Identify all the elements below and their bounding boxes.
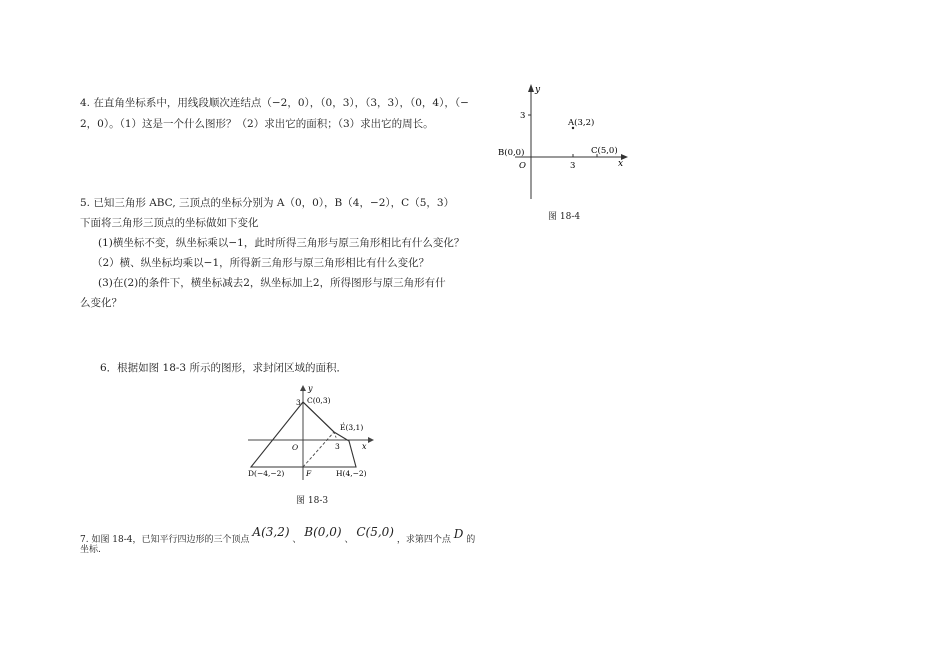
label-a: A(3,2) <box>568 118 595 128</box>
q7-point-d: D <box>453 527 464 541</box>
label-x: x <box>618 159 624 169</box>
figure-18-3 <box>240 385 410 500</box>
label-three-x: 3 <box>335 442 340 451</box>
label-f: F <box>306 469 312 478</box>
q7-suffix2: 的 <box>466 535 476 545</box>
label-d: D(−4,−2) <box>248 469 285 478</box>
q7-point-b: B(0,0) <box>304 525 342 539</box>
label-o: O <box>292 443 299 452</box>
q7-sep2: 、 <box>344 535 354 545</box>
q7-sep1: 、 <box>292 535 302 545</box>
label-three-y: 3 <box>520 111 526 121</box>
dashed-segment <box>303 432 334 467</box>
label-c: C(5,0) <box>591 146 618 156</box>
label-b: B(0,0) <box>498 148 525 158</box>
label-h: H(4,−2) <box>336 469 367 478</box>
q5-sub3b: 么变化？ <box>80 297 122 309</box>
q5-sub2: （2）横、纵坐标均乘以−1，所得新三角形与原三角形相比有什么变化？ <box>92 257 430 269</box>
label-three-x: 3 <box>570 161 576 171</box>
q4-line2: 2，0）。（1）这是一个什么图形？（2）求出它的面积；（3）求出它的周长。 <box>80 118 434 130</box>
label-o: O <box>519 161 526 171</box>
label-y: y <box>308 384 313 393</box>
q7-line1 <box>80 525 476 548</box>
q7-suffix: ，求第四个点 <box>396 535 451 545</box>
q7-line2: 坐标. <box>80 545 101 555</box>
q5-sub1: (1)横坐标不变，纵坐标乘以−1，此时所得三角形与原三角形相比有什么变化？ <box>98 237 465 249</box>
label-x: x <box>362 442 367 451</box>
figure-18-3-caption: 图 18-3 <box>296 496 329 506</box>
label-three-top: 3 <box>296 398 301 407</box>
q5-line2: 下面将三角形三顶点的坐标做如下变化 <box>80 217 259 229</box>
q7-point-a: A(3,2) <box>252 525 290 539</box>
q4-line1: 4. 在直角坐标系中，用线段顺次连结点（−2，0），（0，3），（3，3），（0，4），（− <box>80 97 469 109</box>
label-c: C(0,3) <box>307 396 331 405</box>
figure-18-4 <box>495 83 635 203</box>
q7-prefix: 7. 如图 18-4，已知平行四边形的三个顶点 <box>80 535 250 545</box>
q7-point-c: C(5,0) <box>356 525 394 539</box>
label-e: E(3,1) <box>340 423 364 432</box>
figure-18-4-caption: 图 18-4 <box>548 212 581 222</box>
label-y: y <box>535 85 541 95</box>
q5-sub3: (3)在(2)的条件下，横坐标减去2，纵坐标加上2，所得图形与原三角形有什 <box>98 277 446 289</box>
q6-text: 6．根据如图 18-3 所示的图形，求封闭区域的面积． <box>100 362 347 374</box>
q5-line1: 5. 已知三角形 ABC, 三顶点的坐标分别为 A（0，0），B（4，−2），C（5，3） <box>80 197 455 209</box>
